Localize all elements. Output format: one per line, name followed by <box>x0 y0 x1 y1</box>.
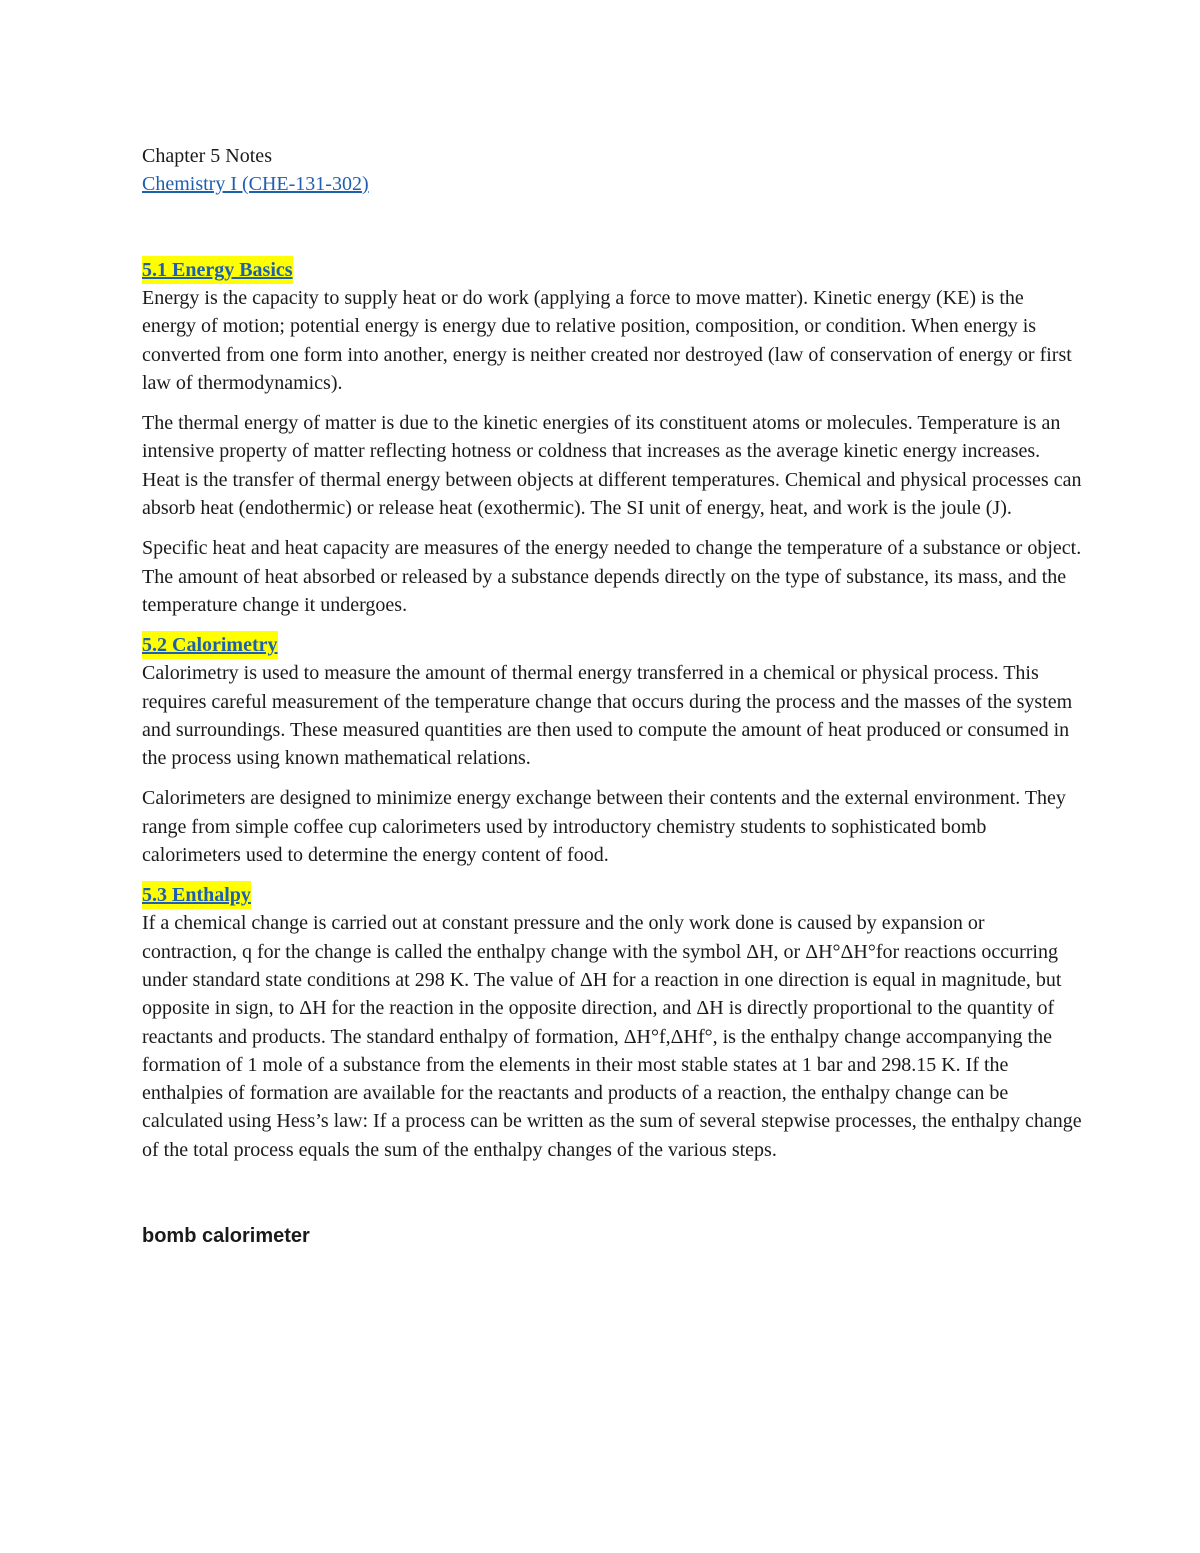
section-heading[interactable]: 5.3 Enthalpy <box>142 881 251 909</box>
paragraph: Specific heat and heat capacity are measures of the energy needed to change the temperature of a substance or object. The amount of heat absorbed or released by a substance depends directly on the type of substance, its mass, and the temperature change it undergoes. <box>142 537 1082 616</box>
section-energy-basics <box>142 256 1082 619</box>
paragraph: Calorimeters are designed to minimize energy exchange between their contents and the external environment. They range from simple coffee cup calorimeters used by introductory chemistry students to sophisticated bomb calorimeters used to determine the energy content of food. <box>142 787 1066 867</box>
document-title: Chapter 5 Notes <box>142 145 272 167</box>
paragraph: Energy is the capacity to supply heat or do work (applying a force to move matter). Kinetic energy (KE) is the energy of motion; potential energy is energy due to relative position, composition, or condition. When energy is converted from one form into another, energy is neither created nor destroyed (law of conservation of energy or first law of thermodynamics). <box>142 287 1072 394</box>
paragraph: The thermal energy of matter is due to the kinetic energies of its constituent atoms or molecules. Temperature is an intensive property of matter reflecting hotness or coldness that increases as the average kinetic energy increases. Heat is the transfer of thermal energy between objects at different temperatures. Chemical and physical processes can absorb heat (endothermic) or release heat (exothermic). The SI unit of energy, heat, and work is the joule (J). <box>142 412 1082 520</box>
section-enthalpy <box>142 881 1082 1164</box>
document-page <box>142 142 1082 1250</box>
section-calorimetry <box>142 631 1082 869</box>
footer-term: bomb calorimeter <box>142 1225 310 1248</box>
paragraph: If a chemical change is carried out at constant pressure and the only work done is caused by expansion or contraction, q for the change is called the enthalpy change with the symbol ΔH, or ΔH°ΔH°for reactions occurring under standard state conditions at 298 K. The value of ΔH for a reaction in one direction is equal in magnitude, but opposite in sign, to ΔH for the reaction in the opposite direction, and ΔH is directly proportional to the quantity of reactants and products. The standard enthalpy of formation, ΔH°f,ΔHf°, is the enthalpy change accompanying the formation of 1 mole of a substance from the elements in their most stable states at 1 bar and 298.15 K. If the enthalpies of formation are available for the reactants and products of a reaction, the enthalpy change can be calculated using Hess’s law: If a process can be written as the sum of several stepwise processes, the enthalpy change of the total process equals the sum of the enthalpy changes of the various steps. <box>142 912 1082 1161</box>
section-heading[interactable]: 5.2 Calorimetry <box>142 631 278 659</box>
course-link[interactable]: Chemistry I (CHE-131-302) <box>142 173 369 195</box>
spacer <box>142 198 1082 256</box>
paragraph: Calorimetry is used to measure the amount of thermal energy transferred in a chemical or physical process. This requires careful measurement of the temperature change that occurs during the process and the masses of the system and surroundings. These measured quantities are then used to compute the amount of heat produced or consumed in the process using known mathematical relations. <box>142 662 1073 770</box>
section-heading[interactable]: 5.1 Energy Basics <box>142 256 293 284</box>
